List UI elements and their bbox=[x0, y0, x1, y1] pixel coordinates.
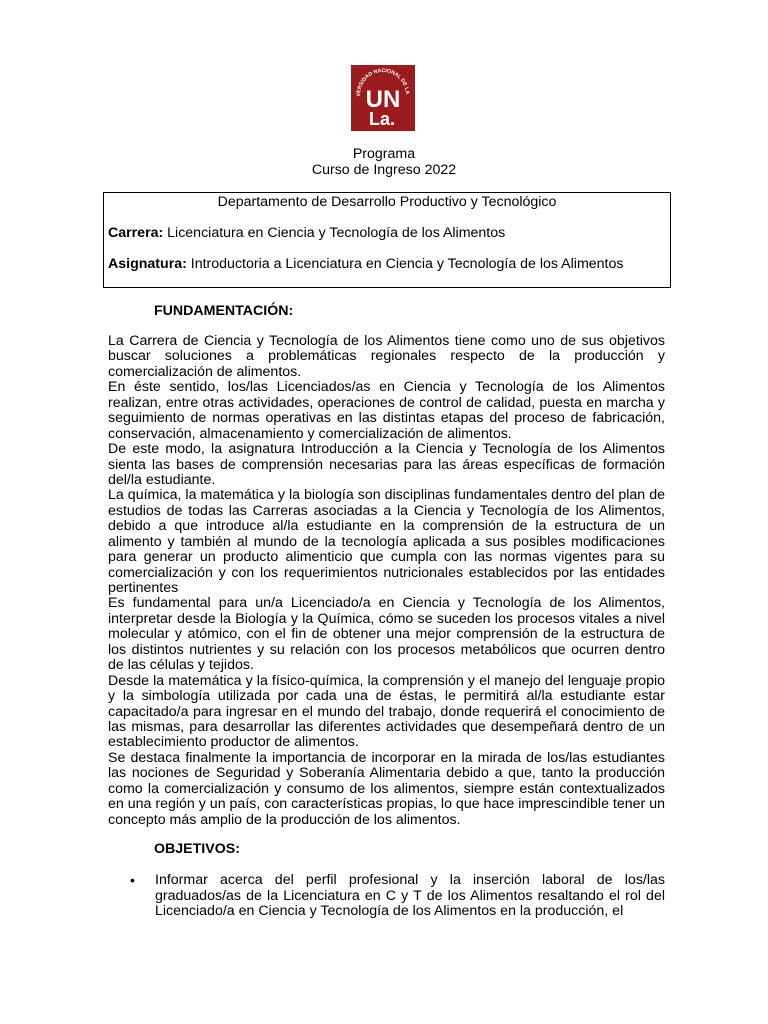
paragraph: De este modo, la asignatura Introducción a la Ciencia y Tecnología de los Alimentos sienta las bases de comprensión necesarias para las áreas específicas de formación del/la estudiante. bbox=[108, 441, 665, 488]
career-label: Carrera: bbox=[108, 225, 164, 241]
logo-arc-text: VERSIDAD NACIONAL DE LA bbox=[355, 67, 411, 97]
logo-letters-bottom: La. bbox=[368, 109, 396, 129]
paragraph: Se destaca finalmente la importancia de incorporar en la mirada de los/las estudiantes las nociones de Seguridad y Soberanía Alimentaria debido a que, tanto la producción como la comercialización y consumo de los alimentos, siempre están contextualizados en una región y un país, con características propias, lo que hace imprescindible tener un concepto más amplio de la producción de los alimentos. bbox=[108, 749, 665, 828]
career-value: Licenciatura en Ciencia y Tecnología de los Alimentos bbox=[163, 225, 506, 241]
paragraph: La química, la matemática y la biología son disciplinas fundamentales dentro del plan de estudios de todas las Carreras asociadas a la Ciencia y Tecnología de los Alimentos, debido a que introduce al/la estudiante en la comprensión de la estructura de un alimento y también al mundo de la tecnología aplicada a sus posibles modificaciones para generar un producto alimenticio que cumpla con las normas vigentes para su comercialización y con los requerimientos nutricionales establecidos por las entidades pertinentes bbox=[108, 487, 665, 596]
course-info-box bbox=[103, 192, 671, 288]
bullet-icon: • bbox=[130, 872, 135, 888]
paragraph: Desde la matemática y la físico-química, la comprensión y el manejo del lenguaje propio y la simbología utilizada por cada una de éstas, le permitirá al/la estudiante estar capacitado/a para ingresar en el mundo del trabajo, donde requerirá el conocimiento de las mismas, para desarrollar las diferentes actividades que desempeñará dentro de un establecimiento productor de alimentos. bbox=[108, 672, 665, 751]
subject-label: Asignatura: bbox=[108, 256, 187, 272]
career-row bbox=[108, 225, 505, 241]
program-subtitle: Curso de Ingreso 2022 bbox=[311, 162, 457, 178]
logo-letters-top: UN bbox=[365, 86, 401, 113]
objetivos-heading: OBJETIVOS: bbox=[154, 841, 240, 857]
university-logo bbox=[351, 65, 415, 131]
objective-item: Informar acerca del perfil profesional y la inserción laboral de los/las graduados/as de la Licenciatura en C y T de los Alimentos resaltando el rol del Licenciado/a en Ciencia y Tecnología de los Alimentos en la producción, el bbox=[155, 872, 665, 919]
program-title: Programa bbox=[352, 146, 416, 162]
subject-row bbox=[108, 256, 623, 272]
fundamentacion-heading: FUNDAMENTACIÓN: bbox=[154, 303, 294, 319]
paragraph: La Carrera de Ciencia y Tecnología de los Alimentos tiene como uno de sus objetivos buscar soluciones a problemáticas regionales respecto de la producción y comercialización de alimentos. bbox=[108, 333, 665, 380]
fundamentacion-body bbox=[108, 334, 665, 828]
subject-value: Introductoria a Licenciatura en Ciencia y Tecnología de los Alimentos bbox=[186, 256, 624, 272]
paragraph: Es fundamental para un/a Licenciado/a en Ciencia y Tecnología de los Alimentos, interpretar desde la Biología y la Química, cómo se suceden los procesos vitales a nivel molecular y atómico, con el fin de obtener una mejor comprensión de la estructura de los distintos nutrientes y su relación con los procesos metabólicos que ocurren dentro de las células y tejidos. bbox=[108, 595, 665, 674]
department-name: Departamento de Desarrollo Productivo y Tecnológico bbox=[217, 194, 557, 210]
paragraph: En éste sentido, los/las Licenciados/as en Ciencia y Tecnología de los Alimentos realizan, entre otras actividades, operaciones de control de calidad, puesta en marcha y seguimiento de normas operativas en las distintas etapas del proceso de fabricación, conservación, almacenamiento y comercialización de alimentos. bbox=[108, 379, 665, 442]
